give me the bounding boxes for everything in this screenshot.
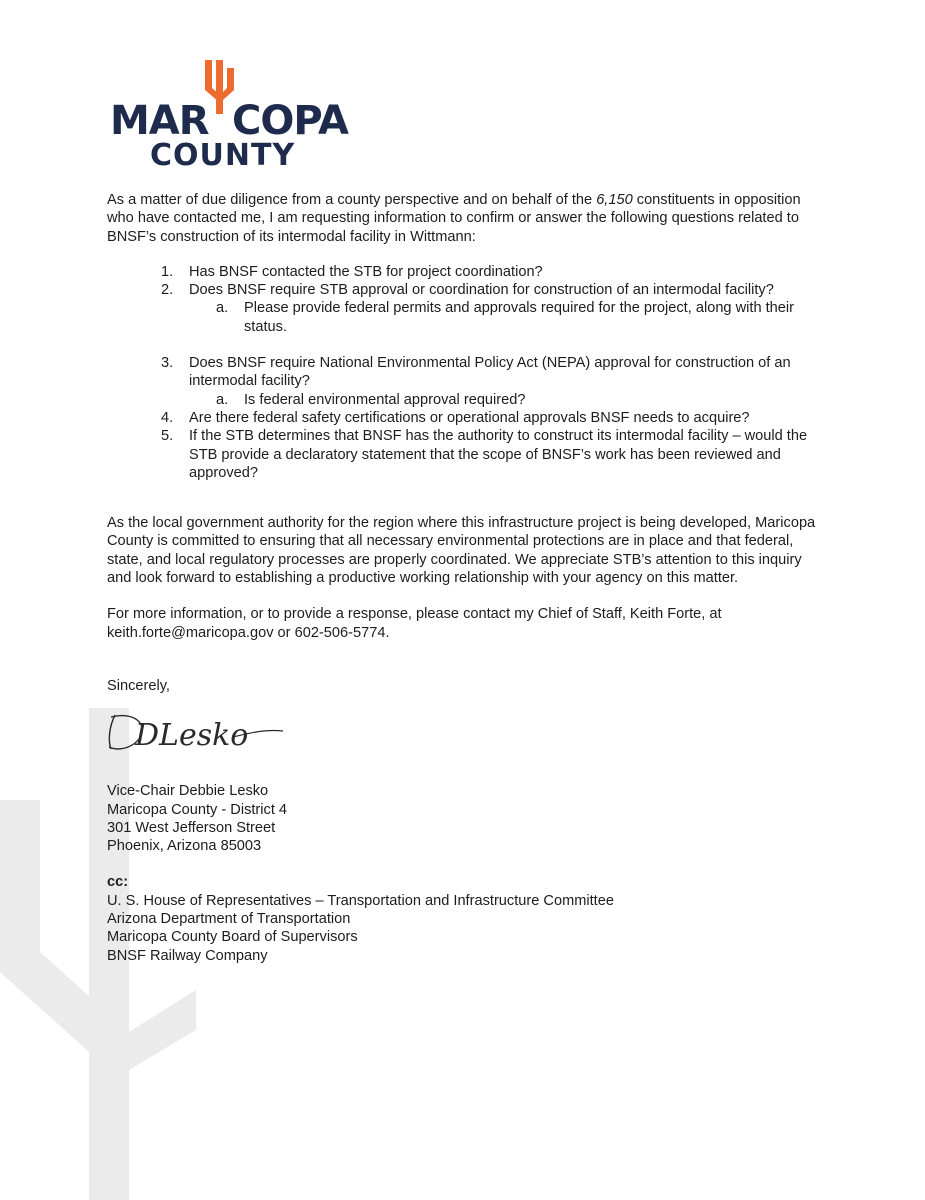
sub-question-list	[189, 391, 827, 409]
logo-copa-text: COPA	[232, 98, 348, 144]
letter-body	[107, 191, 827, 965]
svg-text:DLesko: DLesko	[135, 718, 249, 754]
logo-mar-text: MAR	[110, 98, 209, 144]
constituent-count: 6,150	[596, 192, 633, 208]
intro-paragraph: As a matter of due diligence from a county perspective and on behalf of the 6,150 constituents in opposition who have contacted me, I am requesting information to confirm or answer the following questions related to BNSF’s construction of its intermodal facility in Wittmann:	[107, 192, 801, 245]
question-item: 4. Are there federal safety certifications or operational approvals BNSF needs to acquire?	[161, 409, 750, 426]
signer-office: Maricopa County - District 4	[107, 801, 288, 818]
cc-label: cc:	[107, 874, 129, 891]
question-item: 2. Does BNSF require STB approval or coordination for construction of an intermodal facility? a. Please provide federal permits and approvals required for the project, along with their status.	[107, 281, 827, 336]
closing: Sincerely,	[107, 677, 170, 694]
cc-recipient: Maricopa County Board of Supervisors	[107, 929, 358, 946]
question-item: 3. Does BNSF require National Environmental Policy Act (NEPA) approval for construction of an intermodal facility? a. Is federal environmental approval required?	[107, 354, 827, 409]
sub-question-item: a. Is federal environmental approval required?	[216, 391, 526, 408]
signer-city: Phoenix, Arizona 85003	[107, 838, 262, 855]
signer-name: Vice-Chair Debbie Lesko	[107, 783, 269, 800]
cactus-icon	[205, 60, 234, 114]
commitment-paragraph: As the local government authority for the region where this infrastructure project is being developed, Maricopa County is committed to ensuring that all necessary environmental protections are in place and that federal, state, and local regulatory processes are properly coordinated. We appreciate STB’s attention to this inquiry and look forward to establishing a productive working relationship with your agency on this matter.	[107, 515, 816, 587]
signer-block	[107, 782, 827, 855]
cc-block	[107, 873, 827, 964]
question-item: 1. Has BNSF contacted the STB for project coordination?	[161, 263, 543, 280]
contact-paragraph: For more information, or to provide a response, please contact my Chief of Staff, Keith Forte, at keith.forte@maricopa.gov or 602-506-5774.	[107, 606, 722, 641]
question-item: 5. If the STB determines that BNSF has the authority to construct its intermodal facility – would the STB provide a declaratory statement that the scope of BNSF’s work has been reviewed and approved?	[161, 428, 808, 481]
logo-county-text: COUNTY	[150, 138, 296, 170]
maricopa-county-logo	[108, 52, 358, 170]
questions-list	[107, 263, 827, 482]
cc-recipient: BNSF Railway Company	[107, 947, 268, 964]
sub-question-item: a. Please provide federal permits and approvals required for the project, along with their status.	[216, 300, 795, 335]
cc-recipient: Arizona Department of Transportation	[107, 911, 351, 928]
signature	[105, 707, 285, 755]
cc-recipient: U. S. House of Representatives – Transportation and Infrastructure Committee	[107, 892, 614, 909]
signer-street: 301 West Jefferson Street	[107, 819, 276, 836]
sub-question-list	[189, 299, 827, 336]
